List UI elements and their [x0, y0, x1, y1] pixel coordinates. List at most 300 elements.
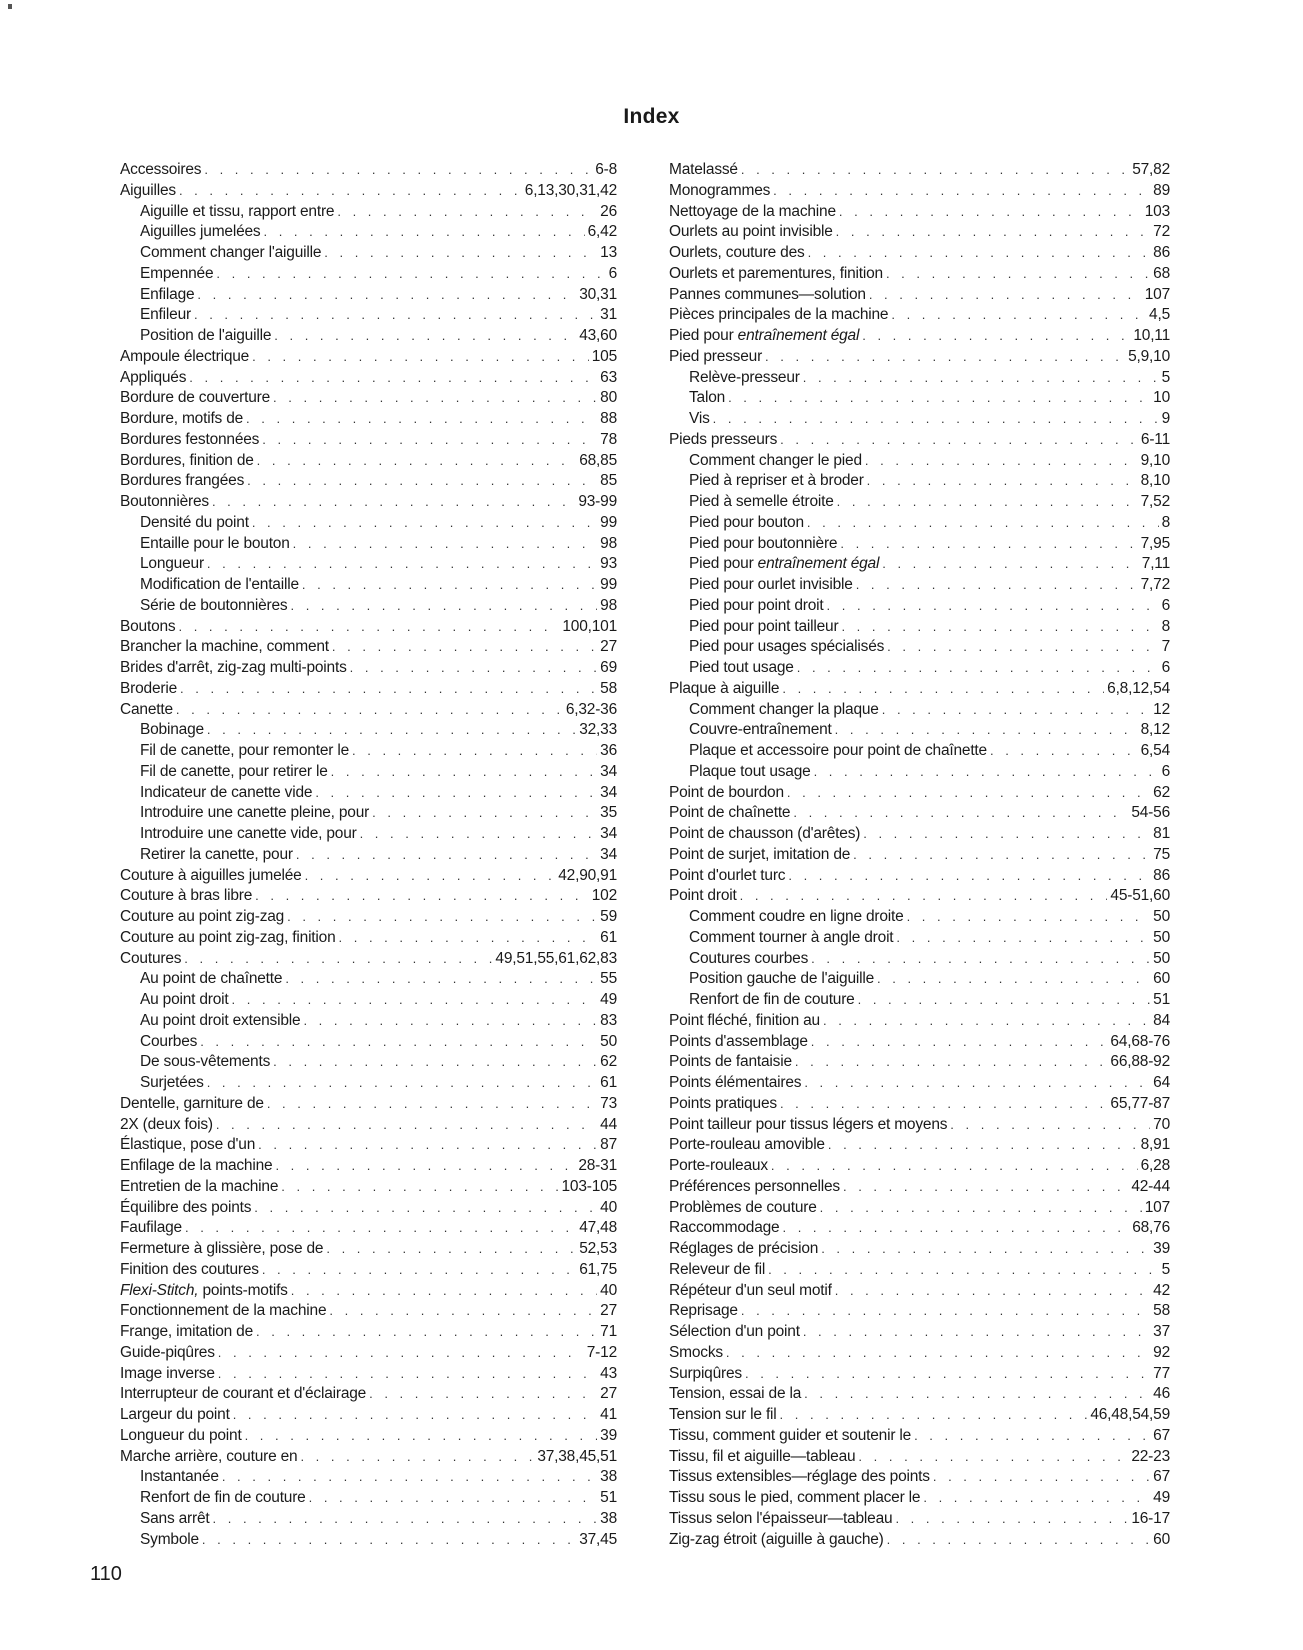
entry-term-text: 2X (deux fois) [120, 1115, 213, 1133]
dot-leader [302, 575, 597, 596]
entry-pages: 42,90,91 [558, 866, 617, 884]
dot-leader [200, 1032, 597, 1053]
entry-term-text: Pied à repriser et à broder [689, 472, 864, 490]
index-subentry [669, 388, 1170, 409]
entry-pages: 66,88-92 [1110, 1053, 1170, 1071]
entry-term-suffix: entraînement égal [737, 327, 860, 344]
entry-pages: 54-56 [1131, 804, 1170, 822]
entry-term [120, 181, 176, 202]
dot-leader [273, 1052, 597, 1073]
entry-term-text: Point tailleur pour tissus légers et moyens [669, 1115, 948, 1133]
entry-pages: 92 [1153, 1343, 1170, 1361]
entry-pages: 38 [600, 1509, 617, 1527]
index-entry [120, 471, 617, 492]
entry-term-text: Ourlets, couture des [669, 244, 805, 261]
entry-pages: 36 [600, 742, 617, 759]
entry-term [140, 575, 299, 596]
entry-term-text: Boutons [120, 617, 176, 635]
index-subentry [669, 451, 1170, 472]
entry-pages: 41 [600, 1406, 617, 1423]
entry-term-text: Porte-rouleaux [669, 1157, 768, 1174]
dot-leader [821, 1239, 1150, 1260]
dot-leader [246, 409, 597, 430]
index-subentry [120, 222, 617, 243]
entry-term [669, 243, 805, 264]
index-entry [669, 1426, 1170, 1447]
entry-pages: 51 [1153, 991, 1170, 1008]
dot-leader [862, 326, 1130, 347]
dot-leader [745, 1364, 1150, 1385]
index-entry [120, 658, 617, 679]
dot-leader [194, 305, 597, 326]
entry-term [120, 1426, 242, 1447]
index-entry [120, 866, 617, 887]
entry-term [140, 803, 369, 824]
entry-term [140, 1011, 300, 1032]
entry-term-text: Pied pour usages spécialisés [689, 638, 885, 656]
entry-term [669, 1239, 818, 1260]
entry-term-text: Brancher la machine, comment [120, 638, 329, 656]
index-entry [669, 1509, 1170, 1530]
entry-term-text: Préférences personnelles [669, 1177, 840, 1195]
index-entry [120, 1426, 617, 1447]
entry-term-text: Pied pour ourlet invisible [689, 576, 853, 593]
dot-leader [350, 658, 598, 679]
entry-term [669, 181, 770, 202]
entry-term-text: Pied presseur [669, 347, 763, 365]
entry-pages: 27 [600, 1385, 617, 1403]
entry-pages: 16-17 [1131, 1509, 1170, 1527]
index-entry [669, 1239, 1170, 1260]
entry-term-text: Introduire une canette vide, pour [140, 825, 357, 842]
entry-term-text: Élastique, pose d'un [120, 1136, 256, 1154]
entry-term-text: Bordures festonnées [120, 430, 260, 448]
entry-pages: 34 [600, 762, 617, 780]
entry-term [669, 1301, 738, 1322]
dot-leader [867, 471, 1138, 492]
index-entry [120, 388, 617, 409]
entry-pages: 103-105 [561, 1177, 617, 1195]
index-subentry [669, 554, 1170, 575]
dot-leader [828, 1135, 1138, 1156]
dot-leader [887, 1530, 1151, 1551]
entry-pages: 62 [1153, 783, 1170, 801]
entry-term [689, 388, 725, 409]
entry-term [140, 264, 213, 285]
entry-term-text: Sans arrêt [140, 1509, 210, 1527]
dot-leader [262, 430, 597, 451]
entry-pages: 7-12 [586, 1343, 617, 1361]
entry-term [689, 762, 811, 783]
entry-term-text: Tissu sous le pied, comment placer le [669, 1489, 921, 1506]
dot-leader [263, 222, 584, 243]
index-entry [120, 160, 617, 181]
dot-leader [179, 181, 522, 202]
index-subentry [669, 409, 1170, 430]
index-entry [120, 368, 617, 389]
entry-term-text: Position gauche de l'aiguille [689, 970, 875, 988]
entry-pages: 8,12 [1140, 721, 1170, 739]
dot-leader [782, 1218, 1129, 1239]
entry-term [140, 1530, 199, 1551]
dot-leader [771, 1156, 1138, 1177]
entry-pages: 13 [600, 244, 617, 261]
index-entry [669, 305, 1170, 326]
dot-leader [820, 1198, 1142, 1219]
entry-term-text: Symbole [140, 1530, 199, 1548]
entry-term-text: Au point de chaînette [140, 970, 283, 988]
entry-pages: 99 [600, 513, 617, 531]
entry-term [669, 866, 785, 887]
entry-pages: 98 [600, 596, 617, 614]
index-entry [669, 1115, 1170, 1136]
index-entry [120, 347, 617, 368]
dot-leader [863, 824, 1150, 845]
index-subentry [120, 1073, 617, 1094]
entry-term-text: Dentelle, garniture de [120, 1094, 264, 1112]
entry-term [669, 430, 777, 451]
index-subentry [669, 762, 1170, 783]
dot-leader [933, 1467, 1150, 1488]
index-entry [669, 1156, 1170, 1177]
index-entry [120, 928, 617, 949]
dot-leader [337, 202, 597, 223]
entry-term [140, 1488, 306, 1509]
index-entry [669, 243, 1170, 264]
entry-term-text: Pied pour point tailleur [689, 617, 839, 635]
entry-term [120, 1135, 255, 1156]
index-subentry [669, 928, 1170, 949]
index-entry [120, 949, 617, 970]
index-entry [120, 1364, 617, 1385]
entry-term [669, 1032, 808, 1053]
entry-term [140, 1073, 204, 1094]
index-entry [669, 1260, 1170, 1281]
entry-term-text: Série de boutonnières [140, 596, 288, 614]
index-subentry [120, 720, 617, 741]
dot-leader [352, 741, 597, 762]
dot-leader [869, 285, 1142, 306]
dot-leader [369, 1384, 597, 1405]
index-entry [120, 1405, 617, 1426]
entry-term [689, 969, 874, 990]
entry-pages: 73 [600, 1094, 617, 1112]
index-entry [120, 1301, 617, 1322]
dot-leader [782, 679, 1104, 700]
entry-term [140, 202, 334, 223]
entry-pages: 102 [591, 887, 617, 905]
dot-leader [807, 513, 1159, 534]
dot-leader [804, 1073, 1150, 1094]
index-entry [669, 202, 1170, 223]
entry-term [689, 741, 987, 762]
entry-term [669, 1322, 800, 1343]
dot-leader [923, 1488, 1150, 1509]
entry-term-text: Tissu, comment guider et soutenir le [669, 1426, 912, 1444]
dot-leader [233, 1405, 597, 1426]
index-subentry [120, 1052, 617, 1073]
entry-term [140, 305, 191, 326]
entry-term [120, 1364, 215, 1385]
entry-pages: 78 [600, 430, 617, 448]
entry-term-text: Smocks [669, 1343, 723, 1361]
entry-term [120, 866, 302, 887]
index-entry [669, 1073, 1170, 1094]
entry-term-text: Accessoires [120, 161, 202, 178]
index-entry [669, 181, 1170, 202]
entry-term-text: Bordures frangées [120, 472, 245, 490]
entry-pages: 6 [1161, 596, 1170, 614]
entry-pages: 38 [600, 1468, 617, 1486]
entry-pages: 69 [600, 659, 617, 676]
entry-pages: 39 [600, 1426, 617, 1444]
index-entry [669, 1447, 1170, 1468]
index-subentry [669, 471, 1170, 492]
index-entry [669, 1052, 1170, 1073]
dot-leader [202, 1530, 576, 1551]
dot-leader [296, 845, 597, 866]
index-entry [669, 1488, 1170, 1509]
dot-leader [858, 1447, 1128, 1468]
index-subentry [120, 264, 617, 285]
entry-term [669, 1530, 884, 1551]
dot-leader [360, 824, 598, 845]
entry-pages: 37 [1153, 1323, 1170, 1340]
dot-leader [740, 886, 1108, 907]
entry-term-text: Marche arrière, couture en [120, 1447, 298, 1465]
entry-pages: 34 [600, 825, 617, 842]
entry-term-text: Pied pour bouton [689, 513, 804, 531]
entry-term [669, 824, 860, 845]
index-entry [120, 1384, 617, 1405]
entry-term [120, 1384, 366, 1405]
entry-pages: 52,53 [579, 1240, 617, 1257]
entry-pages: 42-44 [1131, 1177, 1170, 1195]
index-subentry [669, 368, 1170, 389]
index-subentry [669, 700, 1170, 721]
entry-term-text: Pied pour boutonnière [689, 534, 838, 552]
index-subentry [120, 575, 617, 596]
dot-leader [856, 575, 1138, 596]
entry-term-text: Brides d'arrêt, zig-zag multi-points [120, 659, 347, 676]
entry-term [120, 1260, 259, 1281]
entry-term [669, 1343, 723, 1364]
index-entry [669, 1218, 1170, 1239]
dot-leader [185, 1218, 576, 1239]
entry-term-text: Finition des coutures [120, 1260, 259, 1278]
entry-term [120, 1281, 288, 1302]
dot-leader [178, 617, 559, 638]
dot-leader [780, 1405, 1088, 1426]
dot-leader [300, 1447, 534, 1468]
entry-term-text: Tissu, fil et aiguille—tableau [669, 1447, 856, 1465]
entry-pages: 83 [600, 1011, 617, 1029]
entry-term [669, 1156, 768, 1177]
entry-term [669, 1218, 779, 1239]
entry-pages: 39 [1153, 1240, 1170, 1257]
index-entry [120, 1135, 617, 1156]
entry-term [140, 596, 287, 617]
index-subentry [669, 907, 1170, 928]
entry-term-text: Enfilage [140, 285, 195, 303]
index-entry [120, 492, 617, 513]
entry-pages: 58 [600, 679, 617, 697]
entry-term-text: Répéteur d'un seul motif [669, 1281, 832, 1299]
entry-term-text: Monogrammes [669, 181, 771, 199]
entry-term-text: Aiguilles jumelées [140, 223, 261, 241]
entry-term [140, 845, 293, 866]
dot-leader [257, 451, 577, 472]
index-subentry [120, 1011, 617, 1032]
entry-term-text: Point d'ourlet turc [669, 866, 786, 884]
entry-term-text: Comment coudre en ligne droite [689, 908, 904, 925]
entry-term-text: Porte-rouleau amovible [669, 1136, 825, 1154]
entry-term [669, 803, 790, 824]
entry-pages: 60 [1153, 970, 1170, 988]
dot-leader [741, 160, 1129, 181]
entry-term [689, 907, 904, 928]
entry-pages: 49 [1153, 1489, 1170, 1506]
entry-pages: 8 [1161, 513, 1170, 531]
entry-pages: 6 [1161, 762, 1170, 780]
index-entry [120, 617, 617, 638]
entry-term-text: Modification de l'entaille [140, 576, 299, 593]
entry-term-text: Bobinage [140, 721, 204, 739]
entry-pages: 35 [600, 804, 617, 822]
dot-leader [843, 1177, 1128, 1198]
entry-term-text: Retirer la canette, pour [140, 845, 293, 863]
scan-mark [8, 4, 12, 9]
entry-term-text: Points d'assemblage [669, 1032, 808, 1050]
entry-term-text: Renfort de fin de couture [689, 991, 855, 1008]
entry-pages: 68 [1153, 264, 1170, 282]
entry-pages: 37,38,45,51 [537, 1447, 617, 1465]
entry-pages: 6,8,12,54 [1107, 679, 1170, 697]
entry-term-text: Interrupteur de courant et d'éclairage [120, 1385, 367, 1403]
index-entry [120, 409, 617, 430]
index-entry [120, 1094, 617, 1115]
entry-term [120, 928, 336, 949]
dot-leader [309, 1488, 598, 1509]
entry-term [689, 700, 879, 721]
entry-term [669, 305, 888, 326]
entry-term [140, 762, 328, 783]
index-subentry [120, 762, 617, 783]
entry-term-text: Pied pour [689, 555, 758, 573]
dot-leader [793, 803, 1128, 824]
index-entry [669, 1011, 1170, 1032]
index-entry [120, 886, 617, 907]
entry-term [120, 679, 177, 700]
entry-term-text: Releveur de fil [669, 1260, 766, 1278]
entry-term [120, 886, 252, 907]
index-subentry [120, 1467, 617, 1488]
entry-pages: 7,52 [1140, 493, 1170, 510]
entry-pages: 47,48 [579, 1219, 617, 1237]
index-entry [669, 1530, 1170, 1551]
entry-term [669, 347, 762, 368]
entry-term [689, 534, 837, 555]
entry-pages: 61 [600, 1074, 617, 1091]
dot-leader [245, 1426, 598, 1447]
entry-pages: 81 [1153, 825, 1170, 842]
entry-term [669, 1364, 742, 1385]
entry-term [669, 1094, 777, 1115]
dot-leader [814, 762, 1159, 783]
entry-term-text: Pièces principales de la machine [669, 306, 889, 324]
entry-term [669, 326, 859, 347]
entry-term-text: Plaque à aiguille [669, 679, 780, 697]
entry-term [120, 1322, 253, 1343]
entry-term-text: Instantanée [140, 1468, 219, 1486]
dot-leader [907, 907, 1151, 928]
entry-pages: 43 [600, 1364, 617, 1382]
entry-pages: 6,42 [587, 223, 617, 241]
entry-pages: 10,11 [1133, 327, 1170, 344]
dot-leader [332, 637, 597, 658]
index-entry [120, 1198, 617, 1219]
entry-term [669, 1011, 820, 1032]
index-entry [669, 222, 1170, 243]
entry-term-text: Flexi-Stitch, [120, 1281, 199, 1299]
entry-term-text: Couture à bras libre [120, 887, 253, 905]
dot-leader [787, 783, 1150, 804]
entry-pages: 8,10 [1140, 472, 1170, 490]
index-entry [669, 264, 1170, 285]
entry-term [120, 658, 347, 679]
dot-leader [287, 907, 597, 928]
entry-term-text: De sous-vêtements [140, 1053, 271, 1071]
dot-leader [811, 949, 1150, 970]
entry-term [689, 554, 879, 575]
entry-pages: 49,51,55,61,62,83 [495, 949, 617, 967]
index-subentry [120, 243, 617, 264]
entry-pages: 32,33 [579, 721, 617, 739]
entry-term [120, 1239, 323, 1260]
entry-term [120, 409, 243, 430]
page-title: Index [623, 105, 680, 128]
entry-pages: 7,72 [1140, 576, 1170, 593]
entry-term-text: Point de chaînette [669, 804, 791, 822]
dot-leader [189, 368, 597, 389]
dot-leader [853, 845, 1150, 866]
dot-leader [823, 1011, 1150, 1032]
entry-term [120, 451, 254, 472]
entry-term-text: Aiguilles [120, 181, 176, 199]
index-entry [669, 824, 1170, 845]
dot-leader [804, 1384, 1150, 1405]
dot-leader [728, 388, 1150, 409]
entry-term [669, 1405, 777, 1426]
dot-leader [811, 1032, 1108, 1053]
entry-term [140, 513, 249, 534]
dot-leader [180, 679, 597, 700]
entry-term [120, 1301, 326, 1322]
entry-term-text: Empennée [140, 264, 214, 282]
entry-term-text: Appliqués [120, 368, 187, 386]
entry-term-text: Tension sur le fil [669, 1406, 777, 1423]
index-subentry [669, 596, 1170, 617]
entry-pages: 85 [600, 472, 617, 490]
dot-leader [780, 1094, 1107, 1115]
dot-leader [882, 554, 1139, 575]
entry-term [669, 1426, 911, 1447]
index-subentry [120, 554, 617, 575]
index-entry [669, 347, 1170, 368]
dot-leader [877, 969, 1150, 990]
index-subentry [120, 513, 617, 534]
entry-term [689, 368, 800, 389]
